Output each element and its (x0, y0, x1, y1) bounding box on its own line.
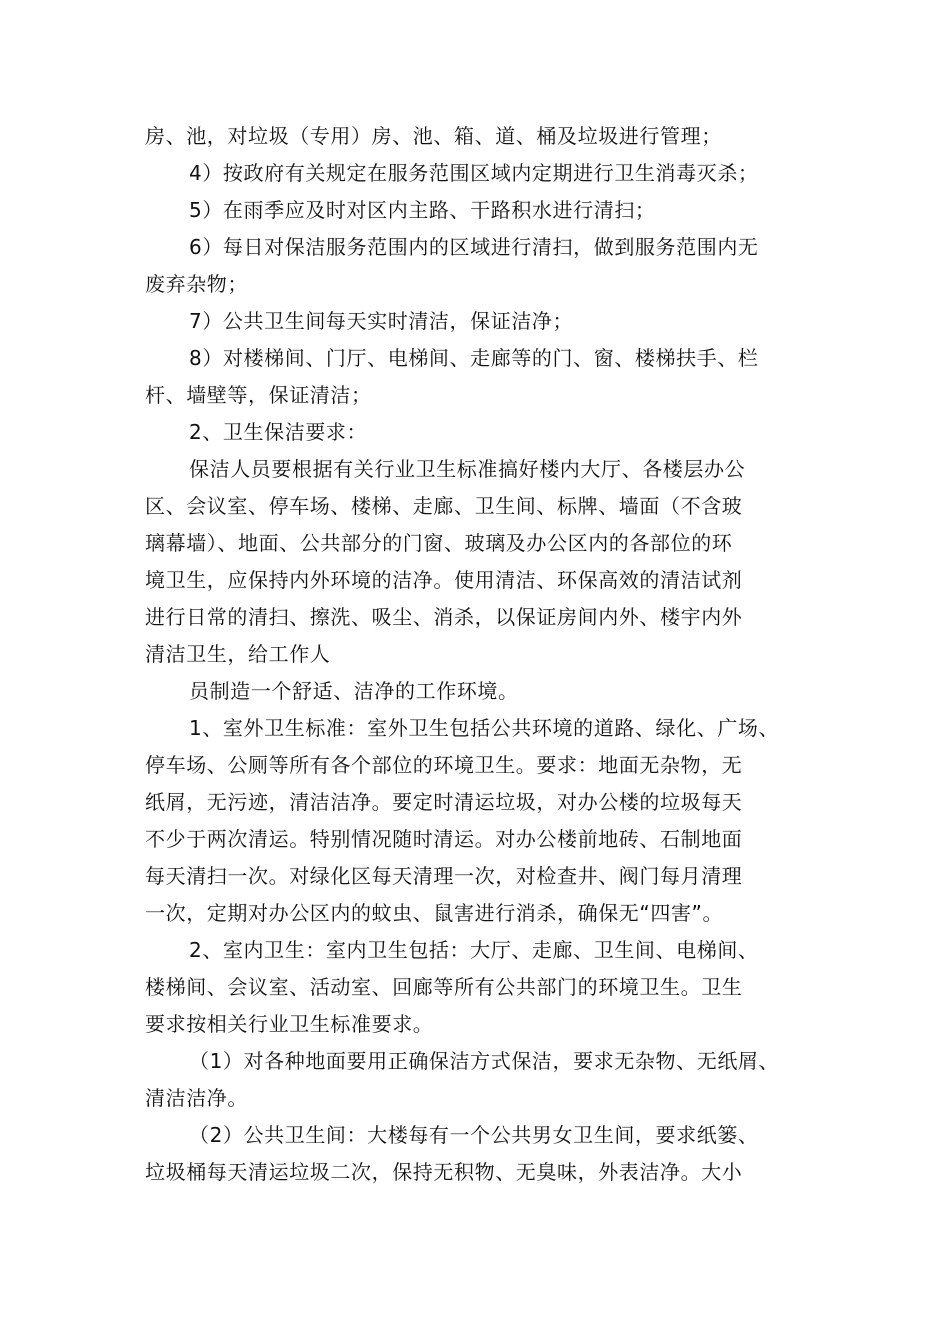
text-line: 璃幕墙）、地面、公共部分的门窗、玻璃及办公区内的各部位的环 (145, 531, 733, 555)
text-line: 6）每日对保洁服务范围内的区域进行清扫，做到服务范围内无 (189, 235, 759, 259)
text-line: 进行日常的清扫、擦洗、吸尘、消杀，以保证房间内外、楼宇内外 (145, 605, 743, 629)
text-line: 一次，定期对办公区内的蚊虫、鼠害进行消杀，确保无“四害”。 (145, 901, 724, 925)
text-line: 废弃杂物； (145, 272, 248, 296)
text-line: 8）对楼梯间、门厅、电梯间、走廊等的门、窗、楼梯扶手、栏 (189, 346, 759, 370)
text-line: 不少于两次清运。特别情况随时清运。对办公楼前地砖、石制地面 (145, 827, 743, 851)
text-line: 楼梯间、会议室、活动室、回廊等所有公共部门的环境卫生。卫生 (145, 975, 743, 999)
text-line: 保洁人员要根据有关行业卫生标准搞好楼内大厅、各楼层办公 (189, 457, 746, 481)
text-line: 境卫生，应保持内外环境的洁净。使用清洁、环保高效的清洁试剂 (145, 568, 743, 592)
text-line: 停车场、公厕等所有各个部位的环境卫生。要求：地面无杂物，无 (145, 753, 743, 777)
text-line: 员制造一个舒适、洁净的工作环境。 (189, 679, 519, 703)
text-line: 1、室外卫生标准：室外卫生包括公共环境的道路、绿化、广场、 (189, 716, 780, 740)
text-line: 2、室内卫生：室内卫生包括：大厅、走廊、卫生间、电梯间、 (189, 938, 759, 962)
text-line: 区、会议室、停车场、楼梯、走廊、卫生间、标牌、墙面（不含玻 (145, 494, 743, 518)
body-text (145, 118, 810, 1191)
text-line: 2、卫生保洁要求： (189, 420, 368, 444)
text-line: 垃圾桶每天清运垃圾二次，保持无积物、无臭味，外表洁净。大小 (145, 1160, 743, 1184)
text-line: 房、池，对垃圾（专用）房、池、箱、道、桶及垃圾进行管理； (145, 124, 722, 148)
text-line: 纸屑，无污迹，清洁洁净。要定时清运垃圾，对办公楼的垃圾每天 (145, 790, 743, 814)
text-line: 杆、墙壁等，保证清洁； (145, 383, 372, 407)
text-line: 要求按相关行业卫生标准要求。 (145, 1012, 434, 1036)
text-line: 清洁洁净。 (145, 1086, 248, 1110)
text-line: 4）按政府有关规定在服务范围区域内定期进行卫生消毒灭杀； (189, 161, 759, 185)
text-line: （1）对各种地面要用正确保洁方式保洁，要求无杂物、无纸屑、 (189, 1049, 780, 1073)
text-line: 每天清扫一次。对绿化区每天清理一次，对检查井、阀门每月清理 (145, 864, 743, 888)
text-line: （2）公共卫生间：大楼每有一个公共男女卫生间，要求纸篓、 (189, 1123, 759, 1147)
text-line: 7）公共卫生间每天实时清洁，保证洁净； (189, 309, 574, 333)
text-line: 清洁卫生，给工作人 (145, 642, 331, 666)
text-line: 5）在雨季应及时对区内主路、干路积水进行清扫； (189, 198, 656, 222)
